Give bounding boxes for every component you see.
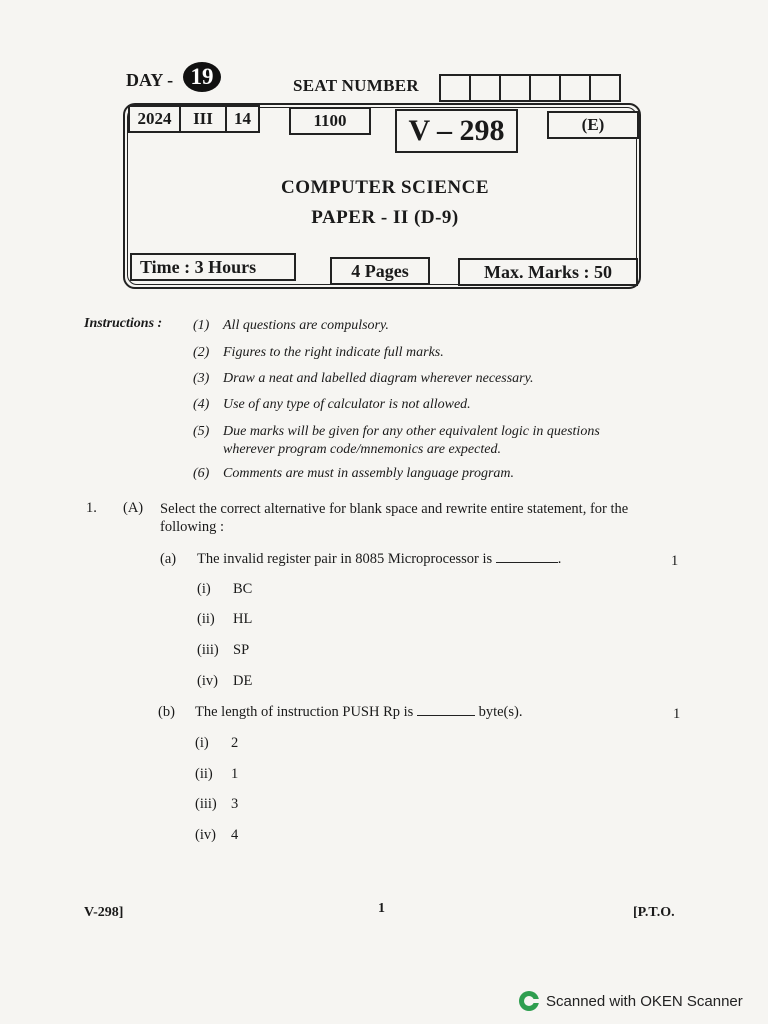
instruction-text-continued: wherever program code/mnemonics are expected. bbox=[223, 442, 501, 457]
option-item bbox=[197, 611, 252, 628]
answer-blank bbox=[496, 562, 558, 563]
option-item bbox=[197, 642, 249, 659]
option-number: (ii) bbox=[195, 766, 213, 782]
instruction-item bbox=[193, 466, 514, 482]
subject-title: COMPUTER SCIENCE bbox=[280, 177, 490, 198]
instruction-number: (6) bbox=[193, 466, 210, 481]
paper-code: V – 298 bbox=[395, 109, 518, 153]
exam-code: 1100 bbox=[289, 107, 371, 135]
instruction-number: (2) bbox=[193, 345, 210, 360]
pages-box: 4 Pages bbox=[330, 257, 430, 285]
subquestion-a-stem: The invalid register pair in 8085 Microprocessor is bbox=[197, 551, 493, 567]
exam-month: III bbox=[181, 105, 227, 133]
seat-digit-box bbox=[529, 74, 561, 102]
seat-digit-box bbox=[439, 74, 471, 102]
max-marks-box: Max. Marks : 50 bbox=[458, 258, 638, 286]
option-item bbox=[197, 581, 252, 598]
scanner-logo-icon bbox=[518, 990, 540, 1012]
option-item bbox=[197, 673, 252, 690]
option-text: 3 bbox=[231, 796, 239, 812]
seat-digit-box bbox=[589, 74, 621, 102]
seat-digit-box bbox=[499, 74, 531, 102]
subquestion-a-marks: 1 bbox=[671, 553, 679, 569]
option-text: DE bbox=[233, 673, 253, 689]
question-part-text: Select the correct alternative for blank space and rewrite entire statement, for the following : bbox=[160, 501, 629, 535]
option-number: (iii) bbox=[195, 796, 217, 812]
instruction-text: Figures to the right indicate full marks. bbox=[223, 345, 444, 360]
footer-paper-code: V-298] bbox=[84, 905, 124, 920]
option-text: 2 bbox=[231, 735, 239, 751]
seat-number-boxes bbox=[441, 74, 621, 102]
question-number: 1. bbox=[86, 500, 97, 516]
language-code: (E) bbox=[547, 111, 639, 139]
seat-number-label: SEAT NUMBER bbox=[293, 76, 419, 95]
option-item bbox=[195, 827, 238, 844]
answer-blank bbox=[417, 715, 475, 716]
seat-digit-box bbox=[469, 74, 501, 102]
subquestion-b-stem: The length of instruction PUSH Rp is bbox=[195, 704, 414, 720]
option-text: 1 bbox=[231, 766, 239, 782]
option-item bbox=[195, 766, 238, 783]
option-item bbox=[195, 735, 238, 752]
instruction-item bbox=[193, 397, 471, 413]
instruction-number: (1) bbox=[193, 318, 210, 333]
subquestion-a-text bbox=[197, 551, 561, 568]
instruction-text: Due marks will be given for any other equivalent logic in questions bbox=[223, 424, 600, 439]
time-box: Time : 3 Hours bbox=[130, 253, 296, 281]
instruction-item bbox=[193, 345, 444, 361]
instruction-text: Comments are must in assembly language program. bbox=[223, 466, 515, 481]
option-number: (i) bbox=[195, 735, 209, 751]
option-number: (iii) bbox=[197, 642, 219, 658]
option-text: 4 bbox=[231, 827, 239, 843]
day-number-badge: 19 bbox=[183, 62, 221, 92]
page-number: 1 bbox=[378, 901, 385, 916]
instruction-item bbox=[193, 318, 389, 334]
instruction-text: Draw a neat and labelled diagram wherever necessary. bbox=[223, 371, 534, 386]
subquestion-b-end: byte(s). bbox=[478, 704, 523, 720]
subquestion-a-end: . bbox=[557, 551, 562, 567]
scanner-text: Scanned with OKEN Scanner bbox=[546, 992, 743, 1010]
question-part-label: (A) bbox=[123, 500, 144, 516]
instruction-item bbox=[193, 371, 534, 387]
seat-digit-box bbox=[559, 74, 591, 102]
subquestion-a-label: (a) bbox=[160, 551, 177, 567]
subquestion-b-text bbox=[195, 704, 522, 721]
option-text: SP bbox=[233, 642, 250, 658]
exam-date: 14 bbox=[227, 105, 260, 133]
paper-title: PAPER - II (D-9) bbox=[311, 207, 459, 228]
instructions-label: Instructions : bbox=[84, 316, 163, 331]
instruction-number: (4) bbox=[193, 397, 210, 412]
subquestion-b-marks: 1 bbox=[673, 706, 681, 722]
instruction-text: All questions are compulsory. bbox=[223, 318, 389, 333]
option-number: (iv) bbox=[195, 827, 216, 843]
subquestion-b-label: (b) bbox=[158, 704, 175, 720]
option-number: (i) bbox=[197, 581, 211, 597]
day-label: DAY - bbox=[126, 70, 174, 90]
option-number: (ii) bbox=[197, 611, 215, 627]
please-turn-over: [P.T.O. bbox=[633, 905, 675, 920]
option-number: (iv) bbox=[197, 673, 218, 689]
option-item bbox=[195, 796, 238, 813]
scanner-watermark bbox=[518, 990, 743, 1012]
instruction-number: (3) bbox=[193, 371, 210, 386]
option-text: BC bbox=[233, 581, 253, 597]
option-text: HL bbox=[233, 611, 253, 627]
exam-year: 2024 bbox=[128, 105, 181, 133]
instruction-text: Use of any type of calculator is not allowed. bbox=[223, 397, 471, 412]
instruction-item bbox=[193, 423, 600, 459]
instruction-number: (5) bbox=[193, 424, 210, 439]
